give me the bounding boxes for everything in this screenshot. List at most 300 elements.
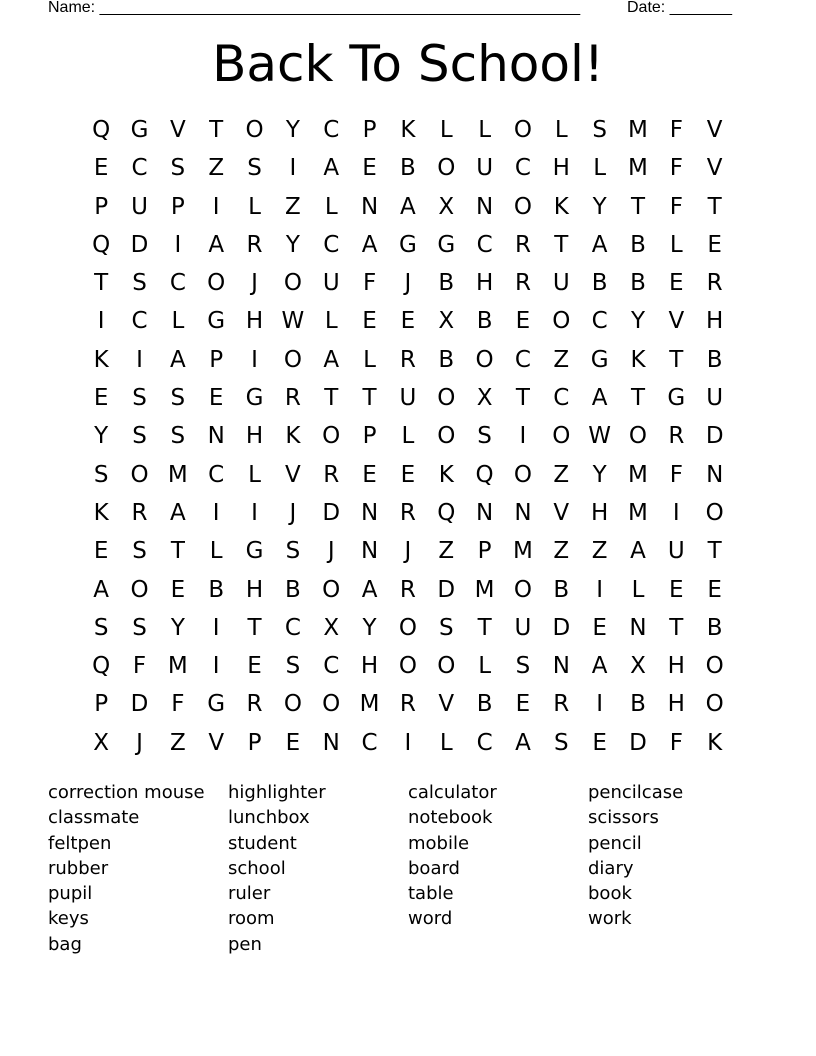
grid-letter: N (360, 538, 379, 565)
grid-letter: O (283, 346, 302, 373)
grid-letter: T (209, 117, 224, 143)
grid-letter: F (171, 691, 185, 718)
grid-letter: W (588, 423, 612, 450)
word-list-item: rubber (48, 857, 109, 879)
grid-letter: Y (285, 117, 300, 143)
grid-letter: L (363, 346, 376, 373)
grid-letter: C (476, 729, 493, 756)
grid-letter: S (132, 614, 147, 641)
grid-letter: T (554, 231, 569, 258)
grid-letter: R (514, 231, 531, 258)
grid-letter: N (360, 499, 379, 526)
grid-letter: B (476, 308, 493, 335)
grid-letter: S (592, 117, 607, 143)
grid-letter: A (93, 576, 110, 603)
grid-letter: O (475, 346, 494, 373)
grid-letter: O (437, 423, 456, 450)
grid-letter: F (669, 155, 683, 182)
grid-letter: Z (553, 346, 570, 373)
word-list-item: pencil (588, 832, 642, 854)
grid-letter: O (552, 308, 571, 335)
grid-letter: H (706, 308, 724, 335)
grid-letter: E (362, 461, 377, 488)
grid-letter: L (324, 308, 338, 335)
grid-letter: U (552, 270, 570, 297)
grid-letter: H (667, 653, 685, 680)
word-list-item: classmate (48, 807, 140, 829)
grid-letter: I (404, 729, 412, 756)
grid-letter: F (669, 193, 683, 220)
grid-letter: L (248, 461, 261, 488)
grid-letter: T (94, 270, 109, 297)
grid-letter: F (669, 461, 683, 488)
word-list-item: mobile (408, 832, 470, 854)
grid-letter: Z (169, 729, 186, 756)
grid-letter: Q (92, 653, 111, 680)
grid-letter: D (629, 729, 647, 756)
grid-letter: V (668, 308, 685, 335)
grid-letter: O (513, 461, 532, 488)
grid-letter: V (285, 461, 301, 488)
grid-letter: R (399, 499, 416, 526)
grid-letter: A (361, 576, 378, 603)
grid-letter: H (475, 270, 494, 297)
grid-letter: Y (170, 614, 185, 641)
grid-letter: I (672, 499, 680, 526)
grid-letter: S (285, 653, 301, 680)
grid-letter: L (324, 193, 338, 220)
grid-letter: G (207, 691, 226, 718)
grid-letter: C (361, 729, 378, 756)
grid-letter: O (130, 461, 149, 488)
grid-letter: O (437, 155, 456, 182)
grid-letter: N (629, 614, 647, 641)
grid-letter: S (93, 614, 109, 641)
grid-letter: B (438, 270, 455, 297)
grid-letter: P (94, 691, 109, 718)
grid-letter: A (630, 538, 646, 565)
grid-letter: N (360, 193, 379, 220)
grid-letter: X (476, 385, 493, 412)
word-list-item: calculator (408, 782, 497, 803)
word-list-item: keys (48, 908, 89, 930)
grid-letter: B (591, 270, 608, 297)
grid-letter: P (209, 346, 224, 373)
grid-letter: D (130, 231, 149, 258)
grid-letter: B (438, 346, 455, 373)
grid-letter: M (628, 461, 648, 488)
grid-letter: R (284, 385, 301, 412)
grid-letter: R (399, 346, 416, 373)
grid-letter: O (207, 270, 226, 297)
grid-letter: C (131, 308, 148, 335)
word-list-item: student (228, 832, 297, 854)
grid-letter: B (706, 614, 723, 641)
grid-letter: V (706, 155, 723, 182)
grid-letter: U (476, 155, 494, 182)
grid-letter: O (705, 499, 724, 526)
grid-letter: R (131, 499, 148, 526)
grid-letter: F (362, 270, 377, 297)
word-list-item: bag (48, 933, 82, 955)
grid-letter: Y (592, 461, 607, 488)
grid-letter: C (131, 155, 148, 182)
grid-letter: C (169, 270, 186, 297)
grid-letter: B (400, 155, 416, 182)
grid-letter: K (707, 729, 723, 756)
word-list-item: book (588, 883, 632, 905)
grid-letter: O (552, 423, 571, 450)
grid-letter: E (93, 538, 109, 565)
grid-letter: I (212, 653, 220, 680)
grid-letter: E (669, 576, 684, 603)
grid-letter: N (514, 499, 532, 526)
grid-letter: T (477, 614, 492, 641)
word-list-item: school (228, 857, 286, 879)
grid-letter: P (94, 193, 109, 220)
grid-letter: O (398, 653, 417, 680)
grid-letter: J (327, 538, 335, 565)
grid-letter: Q (92, 231, 111, 258)
grid-letter: E (669, 270, 684, 297)
grid-letter: C (476, 231, 493, 258)
grid-letter: U (322, 270, 340, 297)
grid-letter: O (398, 614, 417, 641)
grid-letter: V (208, 729, 225, 756)
grid-letter: A (515, 729, 531, 756)
grid-letter: E (362, 308, 377, 335)
grid-letter: S (247, 155, 262, 182)
grid-letter: M (513, 538, 533, 565)
grid-letter: K (630, 346, 646, 373)
word-list-item: lunchbox (228, 807, 310, 829)
grid-letter: X (438, 193, 455, 220)
grid-letter: V (553, 499, 570, 526)
grid-letter: C (323, 117, 340, 143)
grid-letter: T (247, 614, 262, 641)
grid-letter: L (401, 423, 415, 450)
grid-letter: O (628, 423, 648, 450)
grid-letter: T (669, 614, 684, 641)
grid-letter: Q (92, 117, 111, 143)
page-title: Back To School! (212, 35, 604, 93)
grid-letter: I (289, 155, 297, 182)
grid-letter: J (289, 499, 297, 526)
header-line (48, 0, 748, 20)
date-field-label: Date: _______ (627, 0, 732, 16)
grid-letter: M (359, 691, 380, 718)
grid-letter: J (404, 538, 412, 565)
grid-letter: E (707, 231, 722, 258)
grid-letter: C (284, 614, 301, 641)
letter-grid (82, 111, 734, 762)
grid-letter: E (515, 691, 531, 718)
grid-letter: S (132, 385, 147, 412)
grid-letter: I (596, 576, 604, 603)
grid-letter: S (438, 614, 454, 641)
word-list-item: pen (228, 933, 262, 955)
grid-letter: E (515, 308, 531, 335)
word-list-item: work (588, 908, 632, 930)
grid-letter: Y (362, 614, 377, 641)
grid-letter: F (669, 117, 683, 143)
grid-letter: B (630, 270, 646, 297)
grid-letter: I (136, 346, 143, 373)
word-list-item: correction mouse (48, 782, 205, 803)
grid-letter: I (519, 423, 527, 450)
grid-letter: G (207, 308, 226, 335)
word-list-item: highlighter (228, 782, 326, 803)
grid-letter: M (628, 155, 648, 182)
word-list-item: feltpen (48, 832, 112, 854)
grid-letter: L (669, 231, 683, 258)
grid-letter: B (208, 576, 225, 603)
grid-letter: X (438, 308, 455, 335)
grid-letter: H (552, 155, 570, 182)
grid-letter: O (283, 691, 302, 718)
grid-letter: H (245, 308, 264, 335)
grid-letter: S (477, 423, 492, 450)
grid-letter: L (171, 308, 185, 335)
grid-letter: Z (553, 538, 570, 565)
grid-letter: U (706, 385, 724, 412)
grid-letter: E (285, 729, 301, 756)
grid-letter: E (400, 308, 416, 335)
grid-letter: T (362, 385, 377, 412)
grid-letter: A (591, 385, 608, 412)
grid-letter: O (437, 385, 456, 412)
grid-letter: O (283, 270, 302, 297)
grid-letter: G (590, 346, 609, 373)
grid-letter: I (212, 499, 220, 526)
grid-letter: C (208, 461, 225, 488)
grid-letter: X (323, 614, 340, 641)
grid-letter: B (476, 691, 493, 718)
grid-letter: O (513, 193, 532, 220)
grid-letter: R (706, 270, 723, 297)
grid-letter: B (630, 691, 646, 718)
grid-letter: K (438, 461, 454, 488)
grid-letter: E (247, 653, 262, 680)
grid-letter: A (361, 231, 378, 258)
grid-letter: P (170, 193, 185, 220)
grid-letter: Y (94, 423, 109, 450)
grid-letter: O (245, 117, 264, 143)
word-list-item: board (408, 857, 460, 879)
grid-letter: R (323, 461, 340, 488)
grid-letter: D (437, 576, 456, 603)
grid-letter: Y (285, 231, 300, 258)
grid-letter: A (591, 231, 608, 258)
grid-letter: O (130, 576, 149, 603)
grid-letter: G (245, 538, 264, 565)
grid-letter: B (630, 231, 646, 258)
grid-letter: H (245, 423, 264, 450)
grid-letter: V (438, 691, 455, 718)
grid-letter: A (323, 155, 340, 182)
grid-letter: G (437, 231, 456, 258)
grid-letter: T (669, 346, 684, 373)
grid-letter: A (169, 499, 186, 526)
grid-letter: O (705, 653, 724, 680)
grid-letter: L (478, 117, 492, 143)
grid-letter: N (207, 423, 225, 450)
grid-letter: S (170, 385, 186, 412)
grid-letter: F (669, 729, 683, 756)
grid-letter: D (130, 691, 149, 718)
grid-letter: P (247, 729, 262, 756)
grid-letter: I (212, 614, 220, 641)
grid-letter: F (132, 653, 147, 680)
grid-letter: R (514, 270, 531, 297)
grid-letter: Z (438, 538, 455, 565)
grid-letter: A (208, 231, 225, 258)
grid-letter: M (167, 461, 188, 488)
grid-letter: B (553, 576, 570, 603)
grid-letter: L (478, 653, 492, 680)
grid-letter: J (136, 729, 143, 756)
grid-letter: X (630, 653, 646, 680)
grid-letter: O (705, 691, 724, 718)
grid-letter: J (251, 270, 258, 297)
grid-letter: M (167, 653, 188, 680)
grid-letter: N (476, 499, 494, 526)
grid-letter: D (705, 423, 724, 450)
grid-letter: R (553, 691, 570, 718)
grid-letter: U (667, 538, 685, 565)
grid-letter: U (399, 385, 417, 412)
grid-letter: V (169, 117, 186, 143)
grid-letter: C (591, 308, 608, 335)
grid-letter: S (132, 538, 147, 565)
grid-letter: Z (591, 538, 608, 565)
grid-letter: I (174, 231, 182, 258)
grid-letter: T (170, 538, 185, 565)
grid-letter: E (93, 385, 109, 412)
grid-letter: Y (630, 308, 646, 335)
grid-letter: U (514, 614, 532, 641)
grid-letter: T (515, 385, 530, 412)
grid-letter: C (323, 231, 340, 258)
grid-letter: S (170, 423, 186, 450)
grid-letter: W (281, 308, 305, 335)
grid-letter: B (706, 346, 723, 373)
grid-letter: I (251, 346, 258, 373)
word-list-item: scissors (588, 807, 659, 829)
grid-letter: H (667, 691, 685, 718)
word-list-item: room (228, 908, 275, 930)
grid-letter: S (170, 155, 186, 182)
grid-letter: L (554, 117, 568, 143)
grid-letter: M (628, 499, 648, 526)
grid-letter: H (360, 653, 379, 680)
grid-letter: A (323, 346, 340, 373)
word-list-item: diary (588, 857, 634, 879)
grid-letter: X (93, 729, 110, 756)
grid-letter: A (400, 193, 416, 220)
grid-letter: H (590, 499, 609, 526)
grid-letter: M (474, 576, 495, 603)
word-list-item: notebook (408, 807, 493, 829)
grid-letter: K (93, 346, 109, 373)
grid-letter: Q (437, 499, 456, 526)
grid-letter: C (553, 385, 570, 412)
grid-letter: C (514, 155, 531, 182)
grid-letter: H (245, 576, 264, 603)
grid-letter: I (97, 308, 105, 335)
grid-letter: P (362, 423, 377, 450)
grid-letter: P (477, 538, 492, 565)
grid-letter: I (212, 193, 220, 220)
grid-letter: Z (553, 461, 570, 488)
grid-letter: Y (592, 193, 607, 220)
word-list-item: pupil (48, 883, 93, 905)
grid-letter: Q (475, 461, 494, 488)
word-list-item: word (408, 908, 453, 930)
grid-letter: A (169, 346, 186, 373)
grid-letter: T (707, 193, 722, 220)
grid-letter: O (437, 653, 456, 680)
word-list-item: ruler (228, 883, 271, 905)
grid-letter: J (404, 270, 412, 297)
grid-letter: N (552, 653, 570, 680)
grid-letter: V (706, 117, 723, 143)
grid-letter: E (707, 576, 722, 603)
grid-letter: G (399, 231, 417, 258)
grid-letter: S (285, 538, 301, 565)
grid-letter: T (324, 385, 339, 412)
grid-letter: S (93, 461, 109, 488)
grid-letter: E (400, 461, 416, 488)
grid-letter: E (170, 576, 186, 603)
grid-letter: L (248, 193, 261, 220)
grid-letter: T (630, 193, 646, 220)
grid-letter: L (439, 729, 453, 756)
grid-letter: K (553, 193, 569, 220)
grid-letter: K (93, 499, 109, 526)
grid-letter: E (208, 385, 224, 412)
word-list-item: table (408, 883, 454, 905)
grid-letter: T (630, 385, 646, 412)
grid-letter: T (707, 538, 722, 565)
grid-letter: L (631, 576, 645, 603)
grid-letter: I (596, 691, 604, 718)
grid-letter: G (667, 385, 686, 412)
grid-letter: U (131, 193, 148, 220)
grid-letter: E (93, 155, 109, 182)
grid-letter: C (323, 653, 340, 680)
grid-letter: E (362, 155, 377, 182)
grid-letter: D (552, 614, 571, 641)
grid-letter: R (246, 691, 263, 718)
grid-letter: S (132, 270, 147, 297)
grid-letter: M (628, 117, 648, 143)
grid-letter: E (592, 729, 607, 756)
grid-letter: R (668, 423, 685, 450)
grid-letter: O (513, 576, 532, 603)
grid-letter: O (322, 691, 341, 718)
grid-letter: L (439, 117, 453, 143)
grid-letter: S (553, 729, 569, 756)
grid-letter: R (399, 691, 416, 718)
grid-letter: K (285, 423, 301, 450)
grid-letter: O (322, 576, 341, 603)
word-list (48, 780, 768, 957)
grid-letter: N (322, 729, 340, 756)
grid-letter: O (322, 423, 341, 450)
grid-letter: Z (208, 155, 225, 182)
grid-letter: R (399, 576, 416, 603)
